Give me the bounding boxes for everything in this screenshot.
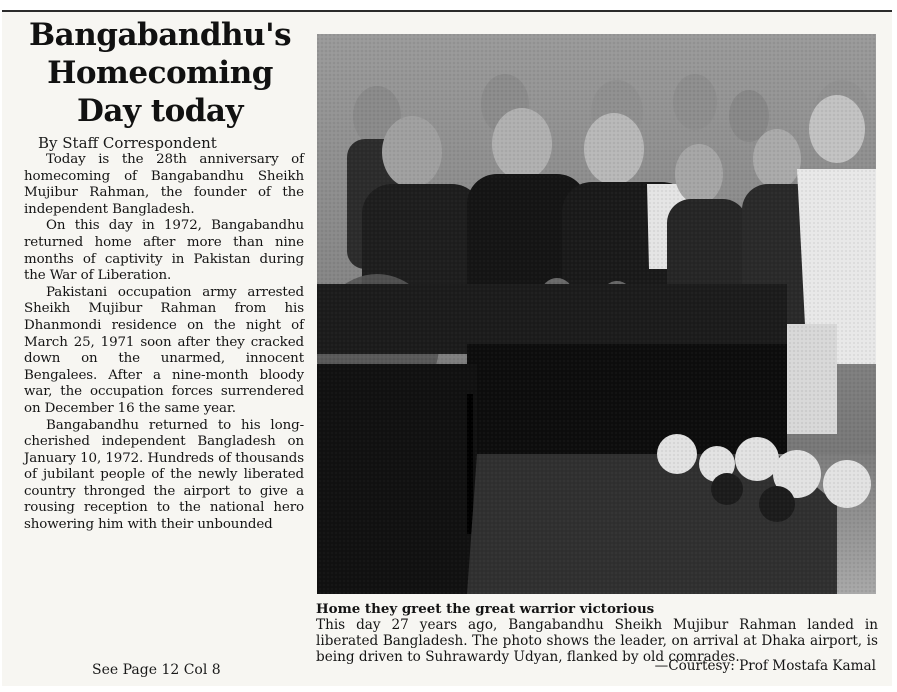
photo-image [317, 34, 876, 594]
article-paragraph-4: Bangabandhu returned to his long-cherished independent Bangladesh on January 10, 1972. Hundreds of thousands of jubilant people of the newly liberated country thronged the airport to give a rousing reception to the national hero showering him with their unbounded [24, 417, 304, 533]
article-paragraph-2: On this day in 1972, Bangabandhu returned home after more than nine months of captivity in Pakistan during the War of Liberation. [24, 218, 304, 284]
news-photo [317, 34, 876, 594]
article-paragraph-3: Pakistani occupation army arrested Sheikh Mujibur Rahman from his Dhanmondi residence on the night of March 25, 1971 soon after they cracked down on the unarmed, innocent Bengalees. After a nine-month bloody war, the occupation forces surrendered on December 16 the same year. [24, 284, 304, 416]
article-body [12, 152, 308, 534]
headline [12, 16, 308, 130]
newspaper-clipping [2, 10, 892, 686]
photo-credit: —Courtesy: Prof Mostafa Kamal [654, 658, 876, 674]
caption-body: This day 27 years ago, Bangabandhu Sheikh Mujibur Rahman landed in liberated Bangladesh. The photo shows the leader, on arrival at Dhaka airport, is being driven to Suhrawardy Udyan, flanked by old comrades. [316, 617, 878, 665]
article-paragraph-1: Today is the 28th anniversary of homecoming of Bangabandhu Sheikh Mujibur Rahman, the founder of the independent Bangladesh. [24, 152, 304, 217]
caption-title: Home they greet the great warrior victorious [316, 601, 655, 617]
headline-line-3: Day today [76, 93, 244, 129]
headline-line-1: Bangabandhu's [28, 17, 292, 53]
continued-reference: See Page 12 Col 8 [92, 662, 221, 678]
photo-caption [316, 601, 878, 674]
byline: By Staff Correspondent [38, 134, 217, 152]
article-column [12, 16, 308, 682]
headline-line-2: Homecoming [47, 55, 273, 91]
